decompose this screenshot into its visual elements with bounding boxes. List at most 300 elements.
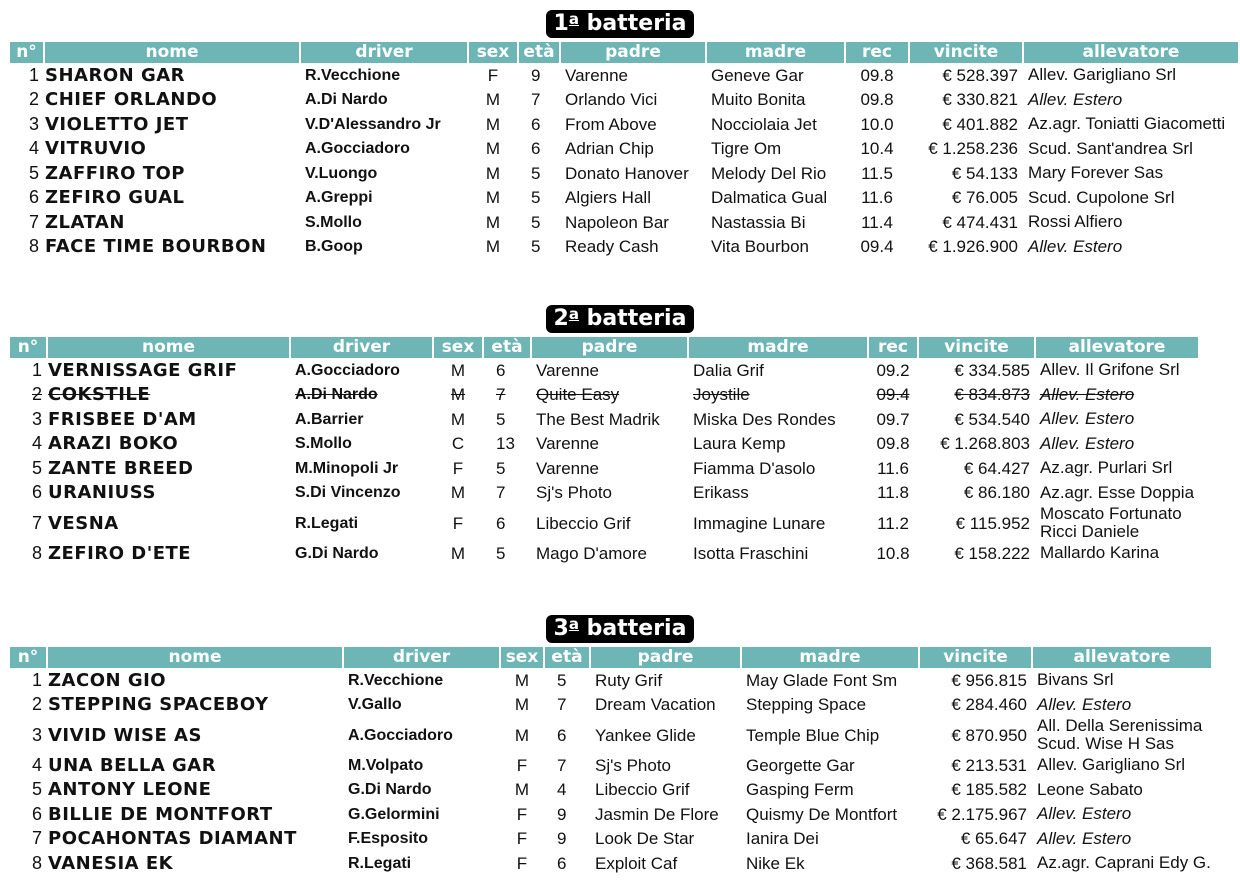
cell-nome: ZLATAN xyxy=(45,211,125,233)
cell-padre: Exploit Caf xyxy=(595,853,678,873)
cell-vincite: € 76.005 xyxy=(951,188,1018,208)
table-header xyxy=(10,337,1198,358)
cell-vincite: € 368.581 xyxy=(951,853,1027,873)
cell-nome: SHARON GAR xyxy=(45,64,186,86)
cell-vincite: € 474.431 xyxy=(942,212,1018,232)
column-header-eta: età xyxy=(484,337,530,358)
cell-vincite: € 64.427 xyxy=(963,458,1030,478)
cell-madre: May Glade Font Sm xyxy=(746,670,898,690)
column-header-vincite: vincite xyxy=(919,337,1034,358)
cell-padre: Jasmin De Flore xyxy=(595,804,719,824)
column-header-madre: madre xyxy=(689,337,867,358)
allevatore-line: Scud. Sant'andrea Srl xyxy=(1028,138,1193,158)
column-header-vincite: vincite xyxy=(910,42,1022,63)
column-header-numero: n° xyxy=(10,42,43,63)
cell-eta: 5 xyxy=(496,409,506,429)
cell-nome: STEPPING SPACEBOY xyxy=(48,694,269,716)
cell-sex: M xyxy=(514,670,530,690)
cell-numero: 5 xyxy=(31,779,42,800)
column-header-madre: madre xyxy=(742,647,918,668)
cell-eta: 4 xyxy=(557,780,567,800)
cell-nome: ANTONY LEONE xyxy=(48,779,212,801)
allevatore-line: Allev. Garigliano Srl xyxy=(1037,755,1186,775)
cell-nome: ZANTE BREED xyxy=(48,457,194,479)
cell-driver: G.Gelormini xyxy=(348,805,440,823)
cell-nome: VIOLETTO JET xyxy=(45,113,189,135)
cell-eta: 5 xyxy=(531,212,541,232)
cell-nome: UNA BELLA GAR xyxy=(48,754,217,776)
cell-rec: 09.7 xyxy=(876,409,910,429)
cell-driver: R.Legati xyxy=(295,514,359,532)
cell-rec: 10.8 xyxy=(876,543,910,563)
cell-vincite: € 334.585 xyxy=(954,360,1030,380)
cell-padre: Ready Cash xyxy=(565,237,659,257)
cell-numero: 3 xyxy=(28,113,39,134)
cell-eta: 5 xyxy=(531,163,541,183)
cell-padre: Quite Easy xyxy=(536,385,620,405)
cell-eta: 5 xyxy=(496,458,506,478)
cell-madre: Dalmatica Gual xyxy=(711,188,828,208)
cell-madre: Nastassia Bi xyxy=(711,212,806,232)
column-header-allevatore: allevatore xyxy=(1033,647,1211,668)
batteria-1-section xyxy=(0,8,1240,258)
table-row xyxy=(10,112,1238,137)
column-header-allevatore: allevatore xyxy=(1024,42,1238,63)
table-row xyxy=(10,383,1198,408)
cell-driver: A.Barrier xyxy=(295,410,364,428)
cell-padre: Libeccio Grif xyxy=(595,780,690,800)
cell-padre: Napoleon Bar xyxy=(565,212,669,232)
table-row xyxy=(10,358,1198,383)
cell-sex: F xyxy=(516,755,528,775)
cell-numero: 4 xyxy=(28,138,39,159)
cell-allevatore xyxy=(1024,137,1238,162)
table-row xyxy=(10,235,1238,260)
allevatore-line: Allev. Estero xyxy=(1037,694,1132,714)
cell-vincite: € 115.952 xyxy=(955,513,1030,533)
cell-padre: Mago D'amore xyxy=(536,543,647,563)
cell-padre: Adrian Chip xyxy=(565,139,654,159)
cell-rec: 11.6 xyxy=(861,188,893,208)
table-row xyxy=(10,63,1238,88)
cell-rec: 10.0 xyxy=(860,114,894,134)
cell-sex: M xyxy=(485,90,501,110)
cell-numero: 2 xyxy=(28,89,39,110)
cell-numero: 4 xyxy=(31,754,42,775)
cell-allevatore xyxy=(1033,778,1211,803)
allevatore-line: Scud. Cupolone Srl xyxy=(1028,187,1175,207)
cell-allevatore xyxy=(1024,63,1238,88)
column-header-sex: sex xyxy=(434,337,482,358)
table-row xyxy=(10,505,1198,541)
cell-allevatore xyxy=(1033,827,1211,852)
cell-madre: Geneve Gar xyxy=(711,65,804,85)
cell-driver: A.Di Nardo xyxy=(305,91,388,109)
table-header xyxy=(10,647,1211,668)
cell-allevatore xyxy=(1036,541,1198,566)
cell-eta: 13 xyxy=(496,434,515,454)
cell-eta: 5 xyxy=(496,543,506,563)
table-row xyxy=(10,802,1211,827)
cell-allevatore xyxy=(1024,88,1238,113)
cell-vincite: € 1.258.236 xyxy=(928,139,1018,159)
allevatore-line: Allev. Estero xyxy=(1037,804,1132,824)
cell-allevatore xyxy=(1036,407,1198,432)
table-row xyxy=(10,481,1198,506)
cell-padre: Look De Star xyxy=(595,829,695,849)
cell-vincite: € 401.882 xyxy=(942,114,1018,134)
allevatore-line: Allev. Estero xyxy=(1040,433,1135,453)
cell-eta: 9 xyxy=(557,829,567,849)
cell-nome: VIVID WISE AS xyxy=(48,724,202,746)
cell-padre: Varenne xyxy=(536,434,600,454)
cell-allevatore xyxy=(1024,186,1238,211)
column-header-eta: età xyxy=(545,647,589,668)
cell-vincite: € 185.582 xyxy=(951,780,1027,800)
column-header-sex: sex xyxy=(469,42,517,63)
cell-sex: C xyxy=(451,434,465,454)
cell-numero: 6 xyxy=(31,803,42,824)
table-row xyxy=(10,693,1211,718)
allevatore-line: Mallardo Karina xyxy=(1040,543,1160,563)
cell-allevatore xyxy=(1024,210,1238,235)
cell-madre: Laura Kemp xyxy=(693,434,786,454)
allevatore-line: Mary Forever Sas xyxy=(1028,163,1164,183)
allevatore-line: Ricci Daniele xyxy=(1040,522,1140,541)
column-header-sex: sex xyxy=(501,647,543,668)
cell-allevatore xyxy=(1024,161,1238,186)
column-header-numero: n° xyxy=(10,337,46,358)
cell-nome: ZEFIRO D'ETE xyxy=(48,542,192,564)
cell-numero: 8 xyxy=(31,542,42,563)
cell-madre: Ianira Dei xyxy=(746,829,819,849)
cell-sex: M xyxy=(450,543,466,563)
table-row xyxy=(10,456,1198,481)
cell-eta: 6 xyxy=(496,513,506,533)
cell-madre: Nocciolaia Jet xyxy=(711,114,817,134)
cell-rec: 11.6 xyxy=(877,458,909,478)
cell-numero: 8 xyxy=(28,236,39,257)
cell-sex: M xyxy=(450,385,466,405)
cell-sex: M xyxy=(485,163,501,183)
cell-rec: 09.8 xyxy=(860,90,894,110)
column-header-madre: madre xyxy=(707,42,844,63)
cell-sex: M xyxy=(514,725,530,745)
cell-allevatore xyxy=(1033,753,1211,778)
allevatore-line: Az.agr. Purlari Srl xyxy=(1040,458,1173,478)
cell-numero: 1 xyxy=(31,359,42,380)
cell-allevatore xyxy=(1033,802,1211,827)
table-row xyxy=(10,778,1211,803)
cell-sex: F xyxy=(452,513,464,533)
cell-numero: 5 xyxy=(31,457,42,478)
table-row xyxy=(10,88,1238,113)
cell-sex: M xyxy=(450,409,466,429)
cell-vincite: € 54.133 xyxy=(951,163,1018,183)
cell-allevatore xyxy=(1033,851,1211,876)
cell-madre: Miska Des Rondes xyxy=(693,409,836,429)
batteria-3-table xyxy=(8,647,1213,876)
cell-madre: Quismy De Montfort xyxy=(746,804,898,824)
column-header-nome: nome xyxy=(48,647,342,668)
table-row xyxy=(10,753,1211,778)
cell-madre: Erikass xyxy=(693,483,749,503)
cell-sex: F xyxy=(487,65,499,85)
cell-driver: F.Esposito xyxy=(348,830,429,848)
cell-padre: Ruty Grif xyxy=(595,670,663,690)
cell-madre: Fiamma D'asolo xyxy=(693,458,816,478)
cell-allevatore xyxy=(1033,668,1211,693)
cell-driver: S.Mollo xyxy=(295,435,352,453)
cell-numero: 1 xyxy=(31,669,42,690)
cell-rec: 11.4 xyxy=(861,212,893,232)
cell-driver: G.Di Nardo xyxy=(295,544,379,562)
cell-numero: 1 xyxy=(28,64,39,85)
allevatore-line: Allev. Estero xyxy=(1040,384,1135,404)
column-header-driver: driver xyxy=(291,337,432,358)
cell-eta: 7 xyxy=(557,695,567,715)
cell-vincite: € 528.397 xyxy=(942,65,1018,85)
batteria-2-title: 2$^a$ batteria xyxy=(546,305,695,333)
cell-vincite: € 330.821 xyxy=(942,90,1018,110)
cell-nome: BILLIE DE MONTFORT xyxy=(48,803,273,825)
cell-driver: V.D'Alessandro Jr xyxy=(305,115,441,133)
cell-driver: G.Di Nardo xyxy=(348,781,432,799)
cell-nome: ARAZI BOKO xyxy=(48,433,179,455)
cell-numero: 2 xyxy=(31,384,42,405)
cell-driver: S.Mollo xyxy=(305,213,362,231)
cell-padre: Sj's Photo xyxy=(595,755,672,775)
cell-vincite: € 956.815 xyxy=(951,670,1027,690)
table-header xyxy=(10,42,1238,63)
cell-padre: Dream Vacation xyxy=(595,695,716,715)
cell-eta: 9 xyxy=(557,804,567,824)
table-row xyxy=(10,137,1238,162)
cell-madre: Gasping Ferm xyxy=(746,780,854,800)
cell-nome: VESNA xyxy=(48,512,119,534)
cell-nome: VANESIA EK xyxy=(48,852,174,874)
cell-vincite: € 2.175.967 xyxy=(937,804,1027,824)
cell-vincite: € 213.531 xyxy=(951,755,1027,775)
cell-allevatore xyxy=(1024,112,1238,137)
allevatore-line: Allev. Estero xyxy=(1040,409,1135,429)
cell-madre: Stepping Space xyxy=(746,695,867,715)
cell-sex: F xyxy=(516,829,528,849)
cell-sex: M xyxy=(485,237,501,257)
column-header-padre: padre xyxy=(591,647,740,668)
cell-madre: Vita Bourbon xyxy=(711,237,809,257)
column-header-driver: driver xyxy=(344,647,499,668)
cell-allevatore xyxy=(1024,235,1238,260)
cell-eta: 6 xyxy=(531,114,541,134)
cell-numero: 4 xyxy=(31,433,42,454)
allevatore-line: Az.agr. Esse Doppia xyxy=(1040,482,1195,502)
cell-allevatore xyxy=(1033,693,1211,718)
allevatore-line: Bivans Srl xyxy=(1037,670,1114,690)
column-header-vincite: vincite xyxy=(920,647,1031,668)
cell-driver: R.Vecchione xyxy=(305,66,401,84)
allevatore-line: Allev. Estero xyxy=(1028,236,1123,256)
cell-padre: Varenne xyxy=(536,360,600,380)
column-header-rec: rec xyxy=(869,337,917,358)
cell-driver: A.Greppi xyxy=(305,189,373,207)
cell-rec: 09.4 xyxy=(860,237,894,257)
cell-driver: S.Di Vincenzo xyxy=(295,484,401,502)
cell-rec: 09.4 xyxy=(876,385,910,405)
cell-madre: Isotta Fraschini xyxy=(693,543,809,563)
cell-padre: Orlando Vici xyxy=(565,90,658,110)
column-header-driver: driver xyxy=(301,42,467,63)
cell-driver: A.Gocciadoro xyxy=(348,726,453,744)
cell-sex: M xyxy=(485,188,501,208)
column-header-padre: padre xyxy=(561,42,705,63)
allevatore-line: Rossi Alfiero xyxy=(1028,212,1123,232)
cell-eta: 5 xyxy=(531,237,541,257)
cell-driver: A.Gocciadoro xyxy=(295,361,400,379)
cell-rec: 09.8 xyxy=(876,434,910,454)
cell-eta: 7 xyxy=(496,385,506,405)
cell-nome: CHIEF ORLANDO xyxy=(45,89,218,111)
batteria-1-title: 1$^a$ batteria xyxy=(546,10,695,38)
cell-sex: M xyxy=(450,483,466,503)
cell-numero: 6 xyxy=(31,482,42,503)
cell-sex: F xyxy=(516,853,528,873)
column-header-nome: nome xyxy=(45,42,299,63)
cell-allevatore xyxy=(1036,383,1198,408)
cell-eta: 6 xyxy=(557,725,567,745)
table-row xyxy=(10,186,1238,211)
cell-allevatore xyxy=(1036,456,1198,481)
allevatore-line: Scud. Wise H Sas xyxy=(1037,734,1174,753)
cell-rec: 10.4 xyxy=(860,139,894,159)
cell-eta: 6 xyxy=(496,360,506,380)
cell-eta: 6 xyxy=(531,139,541,159)
cell-numero: 6 xyxy=(28,187,39,208)
cell-driver: A.Gocciadoro xyxy=(305,140,410,158)
cell-nome: VITRUVIO xyxy=(45,138,147,160)
cell-nome: VERNISSAGE GRIF xyxy=(48,359,238,381)
column-header-padre: padre xyxy=(532,337,687,358)
cell-sex: F xyxy=(452,458,464,478)
cell-padre: Libeccio Grif xyxy=(536,513,631,533)
cell-eta: 5 xyxy=(531,188,541,208)
table-row xyxy=(10,161,1238,186)
cell-driver: V.Luongo xyxy=(305,164,378,182)
cell-allevatore xyxy=(1033,717,1211,753)
cell-madre: Tigre Om xyxy=(711,139,782,159)
cell-nome: FRISBEE D'AM xyxy=(48,408,197,430)
column-header-nome: nome xyxy=(48,337,289,358)
cell-madre: Muito Bonita xyxy=(711,90,806,110)
cell-vincite: € 284.460 xyxy=(951,695,1027,715)
batteria-3-section xyxy=(0,613,1240,874)
table-row xyxy=(10,407,1198,432)
allevatore-line: Allev. Il Grifone Srl xyxy=(1040,360,1180,380)
cell-eta: 7 xyxy=(531,90,541,110)
cell-numero: 3 xyxy=(31,408,42,429)
cell-eta: 5 xyxy=(557,670,567,690)
cell-allevatore xyxy=(1036,505,1198,541)
column-header-allevatore: allevatore xyxy=(1036,337,1198,358)
cell-vincite: € 870.950 xyxy=(951,725,1027,745)
cell-padre: Yankee Glide xyxy=(595,725,696,745)
allevatore-line: Leone Sabato xyxy=(1037,779,1143,799)
cell-driver: R.Legati xyxy=(348,854,412,872)
batteria-2-table xyxy=(8,337,1200,566)
cell-rec: 11.5 xyxy=(861,163,893,183)
allevatore-line: Moscato Fortunato xyxy=(1040,504,1182,523)
cell-driver: V.Gallo xyxy=(348,696,402,714)
batteria-2-section xyxy=(0,303,1240,564)
cell-sex: M xyxy=(514,780,530,800)
column-header-eta: età xyxy=(519,42,559,63)
table-row xyxy=(10,827,1211,852)
cell-vincite: € 1.268.803 xyxy=(940,434,1030,454)
cell-sex: M xyxy=(485,114,501,134)
column-header-numero: n° xyxy=(10,647,46,668)
cell-nome: ZAFFIRO TOP xyxy=(45,162,185,184)
cell-sex: M xyxy=(485,212,501,232)
cell-numero: 3 xyxy=(31,724,42,745)
table-row xyxy=(10,432,1198,457)
cell-vincite: € 86.180 xyxy=(963,483,1030,503)
cell-sex: F xyxy=(516,804,528,824)
cell-allevatore xyxy=(1036,432,1198,457)
cell-madre: Joystile xyxy=(693,385,750,405)
allevatore-line: All. Della Serenissima xyxy=(1037,716,1203,735)
cell-sex: M xyxy=(485,139,501,159)
allevatore-line: Allev. Estero xyxy=(1028,89,1123,109)
batteria-1-table xyxy=(8,42,1240,259)
cell-driver: R.Vecchione xyxy=(348,671,444,689)
cell-nome: POCAHONTAS DIAMANT xyxy=(48,828,297,850)
cell-eta: 7 xyxy=(557,755,567,775)
cell-vincite: € 1.926.900 xyxy=(928,237,1018,257)
allevatore-line: Allev. Garigliano Srl xyxy=(1028,65,1177,85)
cell-madre: Temple Blue Chip xyxy=(746,725,880,745)
cell-padre: Varenne xyxy=(536,458,600,478)
cell-rec: 09.8 xyxy=(860,65,894,85)
allevatore-line: Allev. Estero xyxy=(1037,828,1132,848)
cell-eta: 9 xyxy=(531,65,541,85)
cell-rec: 11.2 xyxy=(877,513,909,533)
cell-driver: M.Volpato xyxy=(348,756,424,774)
batteria-3-title: 3$^a$ batteria xyxy=(546,615,695,643)
cell-numero: 5 xyxy=(28,162,39,183)
cell-eta: 7 xyxy=(496,483,506,503)
cell-sex: M xyxy=(514,695,530,715)
cell-rec: 09.2 xyxy=(876,360,910,380)
cell-madre: Melody Del Rio xyxy=(711,163,827,183)
cell-vincite: € 534.540 xyxy=(954,409,1030,429)
cell-padre: The Best Madrik xyxy=(536,409,660,429)
cell-nome: ZEFIRO GUAL xyxy=(45,187,185,209)
cell-vincite: € 834.873 xyxy=(954,385,1030,405)
cell-rec: 11.8 xyxy=(877,483,909,503)
cell-nome: URANIUSS xyxy=(48,482,156,504)
cell-madre: Dalia Grif xyxy=(693,360,764,380)
cell-numero: 7 xyxy=(31,512,42,533)
cell-vincite: € 65.647 xyxy=(960,829,1027,849)
column-header-rec: rec xyxy=(846,42,908,63)
cell-nome: FACE TIME BOURBON xyxy=(45,236,267,258)
allevatore-line: Az.agr. Caprani Edy G. xyxy=(1037,853,1211,873)
table-row xyxy=(10,541,1198,566)
cell-driver: M.Minopoli Jr xyxy=(295,459,399,477)
cell-numero: 2 xyxy=(31,694,42,715)
allevatore-line: Az.agr. Toniatti Giacometti xyxy=(1028,114,1226,134)
cell-padre: Donato Hanover xyxy=(565,163,689,183)
